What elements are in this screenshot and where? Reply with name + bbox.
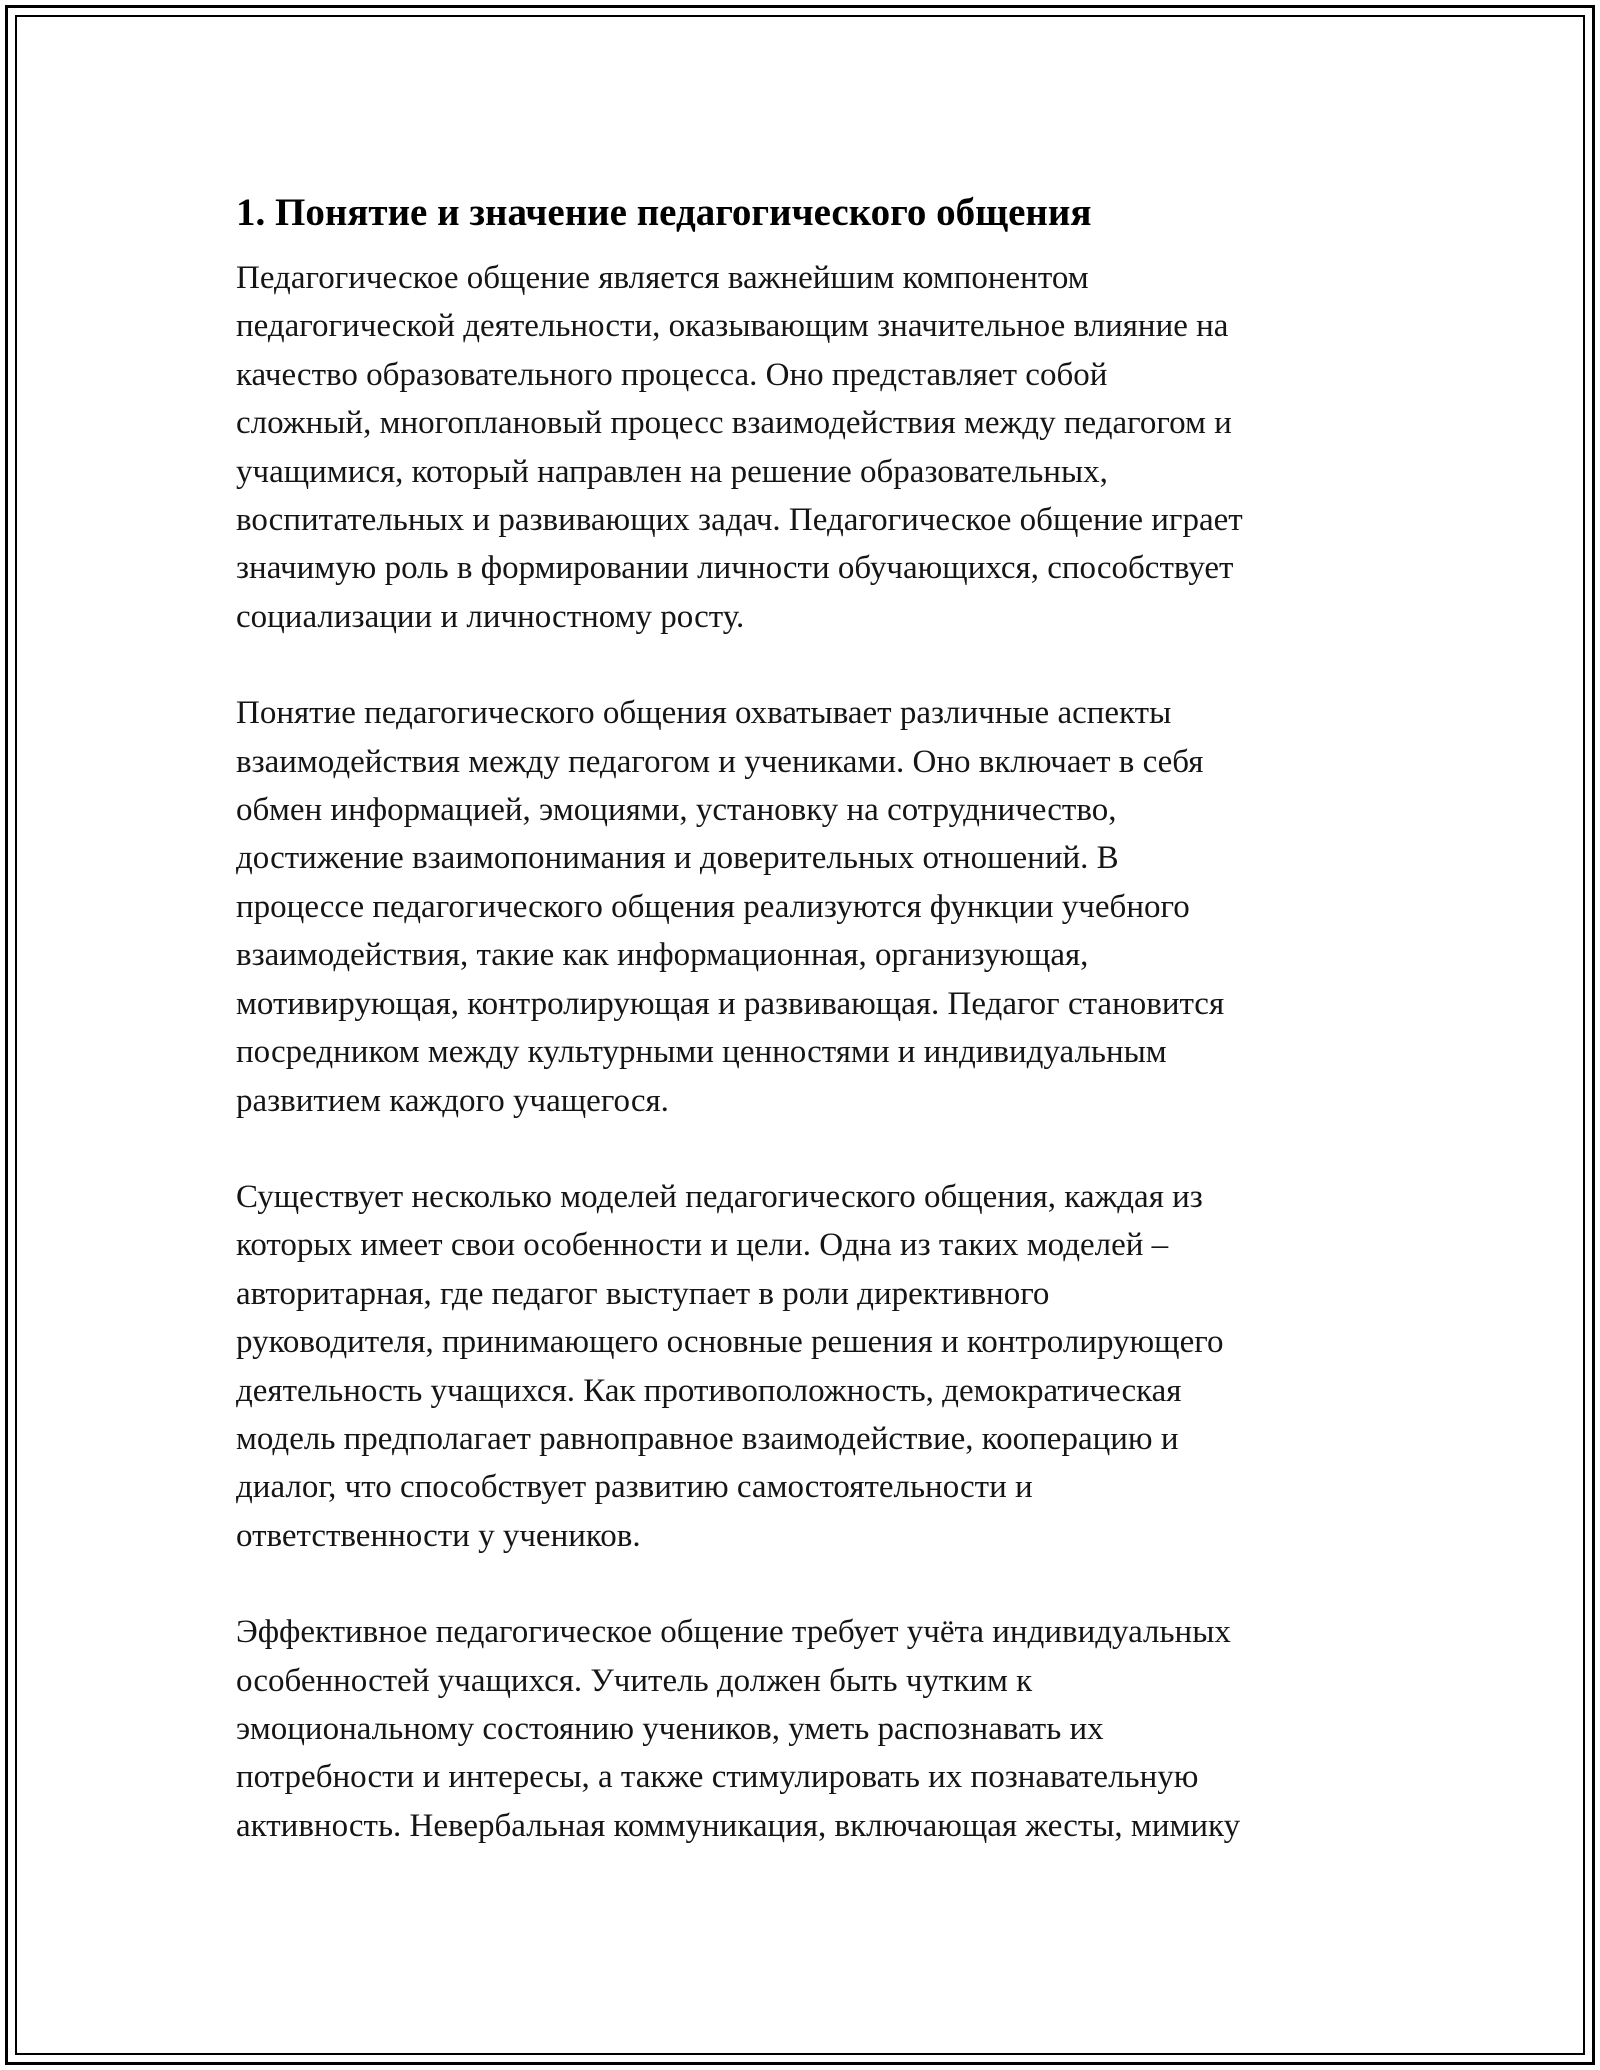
paragraph-line: мотивирующая, контролирующая и развивающая. Педагог становится <box>236 985 1225 1022</box>
paragraph-line: педагогической деятельности, оказывающим значительное влияние на <box>236 308 1229 345</box>
paragraph-line: процессе педагогического общения реализуются функции учебного <box>236 888 1190 925</box>
paragraph-line: Понятие педагогического общения охватывает различные аспекты <box>236 695 1172 732</box>
paragraph-line: социализации и личностному росту. <box>236 598 745 635</box>
paragraph-line: ответственности у учеников. <box>236 1517 641 1554</box>
paragraph-line: Педагогическое общение является важнейшим компонентом <box>236 260 1089 296</box>
paragraph-line: качество образовательного процесса. Оно представляет собой <box>236 356 1108 393</box>
paragraph-line: достижение взаимопонимания и доверительных отношений. В <box>236 840 1119 877</box>
document-body <box>236 190 1366 1898</box>
paragraph-line: Эффективное педагогическое общение требует учёта индивидуальных <box>236 1614 1231 1651</box>
paragraph-line: авторитарная, где педагог выступает в роли директивного <box>236 1275 1050 1312</box>
paragraph-line: диалог, что способствует развитию самостоятельности и <box>236 1469 1033 1506</box>
paragraph-line: руководителя, принимающего основные решения и контролирующего <box>236 1324 1224 1361</box>
paragraph-line: сложный, многоплановый процесс взаимодействия между педагогом и <box>236 405 1232 442</box>
paragraph-line: взаимодействия между педагогом и учениками. Оно включает в себя <box>236 743 1204 780</box>
paragraph-3 <box>236 1173 1366 1560</box>
paragraph-line: потребности и интересы, а также стимулировать их познавательную <box>236 1759 1199 1796</box>
paragraph-line: воспитательных и развивающих задач. Педагогическое общение играет <box>236 502 1243 539</box>
paragraph-line: взаимодействия, такие как информационная, организующая, <box>236 937 1089 974</box>
paragraph-line: учащимися, который направлен на решение образовательных, <box>236 453 1108 490</box>
paragraph-2 <box>236 689 1366 1125</box>
paragraph-line: которых имеет свои особенности и цели. Одна из таких моделей – <box>236 1227 1169 1264</box>
paragraph-line: Существует несколько моделей педагогического общения, каждая из <box>236 1178 1203 1215</box>
paragraph-line: модель предполагает равноправное взаимодействие, кооперацию и <box>236 1420 1179 1457</box>
paragraph-line: деятельность учащихся. Как противоположность, демократическая <box>236 1372 1182 1409</box>
paragraph-line: развитием каждого учащегося. <box>236 1082 669 1119</box>
section-heading: 1. Понятие и значение педагогического общения <box>236 191 1092 234</box>
paragraph-line: обмен информацией, эмоциями, установку на сотрудничество, <box>236 792 1117 829</box>
paragraph-1 <box>236 254 1366 641</box>
paragraph-line: значимую роль в формировании личности обучающихся, способствует <box>236 550 1234 587</box>
paragraph-line: посредником между культурными ценностями и индивидуальным <box>236 1034 1167 1071</box>
paragraph-4 <box>236 1608 1366 1850</box>
paragraph-line: активность. Невербальная коммуникация, включающая жесты, мимику <box>236 1807 1241 1844</box>
paragraph-line: особенностей учащихся. Учитель должен быть чутким к <box>236 1662 1033 1699</box>
paragraph-line: эмоциональному состоянию учеников, уметь распознавать их <box>236 1710 1104 1747</box>
